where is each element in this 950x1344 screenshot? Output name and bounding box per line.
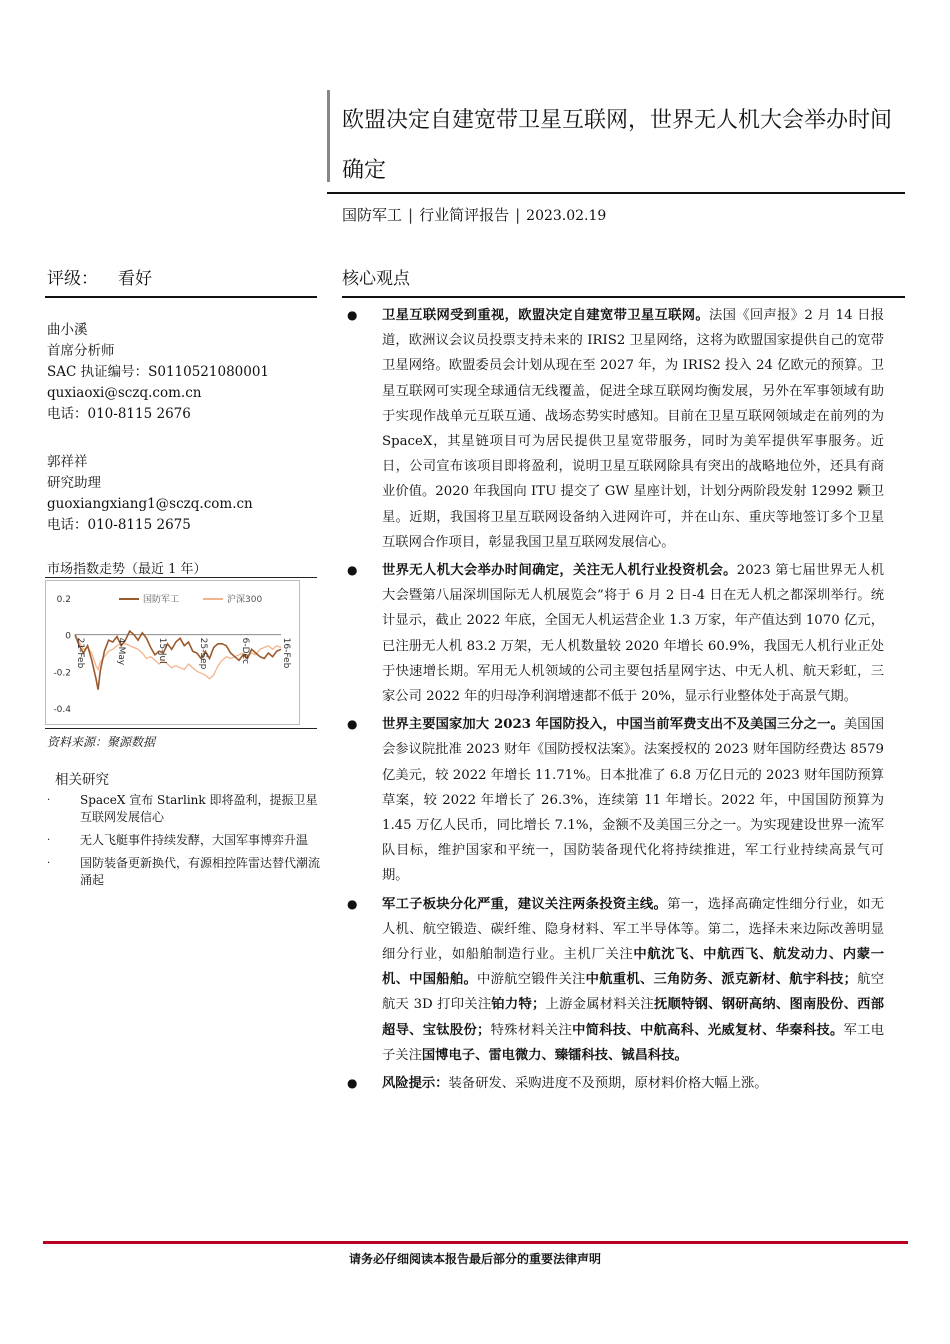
market-index-chart	[45, 580, 317, 726]
related-item[interactable]: · 国防装备更新换代，有源相控阵雷达替代潮流涌起	[47, 856, 321, 887]
core-view-divider	[342, 296, 905, 298]
core-points-list	[342, 303, 884, 1099]
legend-label: 沪深300	[227, 595, 263, 605]
stock-pick: 抚顺特钢、钢研高纳、图南股份、西部超导、宝钛股份；	[382, 997, 885, 1038]
core-point	[342, 1071, 884, 1096]
x-tick-label: 4-May	[115, 637, 126, 666]
analyst-cert: SAC 执证编号：S0110521080001	[47, 364, 270, 380]
core-point-lead: 世界无人机大会举办时间确定，关注无人机行业投资机会。	[382, 563, 737, 579]
bullet-icon: ●	[347, 308, 358, 322]
bullet-dot: ·	[47, 858, 51, 869]
related-item[interactable]: · SpaceX 宣布 Starlink 即将盈利，提振卫星互联网发展信心	[47, 793, 318, 824]
title-divider	[327, 192, 905, 194]
stock-pick-label: 上游金属材料关注	[545, 997, 654, 1013]
analyst-title: 首席分析师	[47, 343, 115, 359]
related-item[interactable]: · 无人飞艇事件持续发酵，大国军事博弈升温	[47, 833, 309, 847]
core-point-stock-picks	[382, 947, 884, 1063]
chart-bottom-divider	[45, 728, 317, 729]
subtitle-sector: 国防军工	[342, 206, 403, 224]
core-point-lead: 世界主要国家加大 2023 年国防投入，中国当前军费支出不及美国三分之一。	[382, 717, 844, 733]
footer-disclaimer: 请务必仔细阅读本报告最后部分的重要法律声明	[348, 1252, 601, 1266]
core-point-lead: 军工子板块分化严重，建议关注两条投资主线。	[382, 896, 668, 912]
x-tick-label: 21-Feb	[75, 637, 85, 669]
rating-label: 评级：	[47, 269, 98, 289]
chart-top-divider	[45, 577, 317, 578]
bullet-dot: ·	[47, 835, 51, 846]
analyst-name: 郭祥祥	[47, 454, 88, 470]
stock-pick-label: 军工电子关注	[382, 1022, 885, 1063]
report-title: 欧盟决定自建宽带卫星互联网，世界无人机大会举办时间确定	[342, 108, 893, 183]
analyst-email[interactable]: guoxiangxiang1@sczq.com.cn	[47, 496, 253, 512]
core-point-lead: 卫星互联网受到重视，欧盟决定自建宽带卫星互联网。	[382, 308, 710, 323]
analyst-email[interactable]: quxiaoxi@sczq.com.cn	[47, 385, 202, 401]
bullet-dot: ·	[47, 795, 51, 806]
title-accent-bar	[327, 90, 330, 182]
core-point	[342, 558, 884, 709]
stock-pick: 中航重机、三角防务、派克新材、航宇科技；	[585, 972, 857, 988]
stock-pick: 国博电子、雷电微力、臻镭科技、铖昌科技。	[421, 1047, 688, 1063]
rating	[47, 264, 152, 289]
analyst-phone: 电话：010-8115 2675	[47, 517, 191, 533]
y-tick-label: 0	[65, 631, 71, 642]
core-view-title: 核心观点	[342, 269, 410, 289]
bullet-icon: ●	[347, 896, 358, 911]
stock-pick: 中简科技、中航高科、光威复材、华秦科技。	[572, 1022, 844, 1038]
report-subtitle: 国防军工 | 行业简评报告 | 2023.02.19	[342, 206, 607, 224]
y-tick-label: -0.4	[53, 705, 71, 715]
rating-value: 看好	[118, 269, 152, 289]
core-point-body: 第一，选择高确定性细分行业，如无人机、航空锻造、碳纤维、隐身材料、军工半导体等。第二，选择未来边际改善明显细分行业，如船舶制造行业。主机厂关注	[382, 896, 885, 963]
rating-divider	[45, 296, 317, 298]
core-point	[342, 892, 884, 1068]
x-tick-label: 15-Jul	[156, 637, 167, 664]
subtitle-date: 2023.02.19	[526, 208, 607, 224]
analyst-card	[47, 320, 269, 425]
analyst-title: 研究助理	[47, 475, 101, 491]
core-point-body: 法国《回声报》2 月 14 日报道，欧洲议会议员投票支持未来的 IRIS2 卫星网络，这将为欧盟国家提供自己的宽带卫星网络。欧盟委员会计划从现在至 2027 年，为 IRIS2 投入 24 亿欧元的预算。卫星互联网可实现全球通信无线覆盖，促进全球互联网均衡发展，另外在军事领域有助于实现作战单元互联互通、战场态势实时感知。目前在卫星互联网领域走在前列的为 SpaceX，其星链项目可为居民提供卫星宽带服务，同时为美军提供军事服务。近日，公司宣布该项目即将盈利，说明卫星互联网除具有突出的战略地位外，还具有商业价值。2020 年我国向 ITU 提交了 GW 星座计划，计划分两阶段发射 12992 颗卫星。近期，我国将卫星互联网设备纳入进网许可，并在山东、重庆等地签订多个卫星互联网合作项目，彰显我国卫星互联网发展信心。	[382, 308, 885, 550]
bullet-icon: ●	[347, 1076, 358, 1091]
x-tick-label: 6-Dec	[240, 637, 251, 665]
stock-pick-label: 特殊材料关注	[490, 1022, 573, 1038]
stock-pick-label: 中游航空锻件关注	[477, 972, 586, 988]
related-research-title: 相关研究	[55, 772, 109, 788]
legend-label: 国防军工	[143, 595, 180, 605]
chart-title: 市场指数走势（最近 1 年）	[47, 562, 207, 577]
stock-pick-label: 航空航天 3D 打印关注	[382, 972, 885, 1013]
bullet-icon: ●	[347, 717, 358, 732]
stock-pick: 中航沈飞、中航西飞、航发动力、内蒙一机、中国船舶。	[382, 947, 885, 988]
x-tick-label: 16-Feb	[281, 637, 291, 669]
core-point-lead: 风险提示：	[382, 1076, 449, 1092]
analyst-phone: 电话：010-8115 2676	[47, 406, 191, 422]
core-point-body: 装备研发、采购进度不及预期，原材料价格大幅上涨。	[448, 1076, 768, 1092]
footer-divider	[43, 1241, 908, 1244]
analyst-card	[47, 452, 253, 536]
bullet-icon: ●	[347, 563, 358, 578]
y-tick-label: 0.2	[56, 595, 71, 605]
core-point	[342, 303, 884, 555]
analyst-name: 曲小溪	[47, 322, 88, 338]
subtitle-type: 行业简评报告	[419, 206, 510, 224]
chart-source: 资料来源：聚源数据	[47, 735, 156, 749]
core-point	[342, 712, 884, 888]
x-tick-label: 25-Sep	[197, 637, 208, 670]
core-point-body: 2023 第七届世界无人机大会暨第八届深圳国际无人机展览会”将于 6 月 2 日-4 日在无人机之都深圳举行。统计显示，截止 2022 年底，全国无人机运营企业 1.3 万家，年产值达到 1070 亿元，已注册无人机 83.2 万架，无人机数量较 2020 年增长 60.9%，我国无人机行业正处于快速增长期。军用无人机领域的公司主要包括星网宇达、中无人机、航天彩虹，三家公司 2022 年的归母净利润增速都不低于 20%，显示行业整体处于高景气期。	[382, 563, 884, 705]
core-point-body: 美国国会参议院批准 2023 财年《国防授权法案》。法案授权的 2023 财年国防经费达 8579 亿美元，较 2022 年增长 11.71%。日本批准了 6.8 万亿日元的 2023 财年国防预算草案，较 2022 年增长了 26.3%，连续第 11 年增长。2022 年，中国国防预算为 1.45 万亿人民币，同比增长 7.1%，金额不及美国三分之一。为实现建设世界一流军队目标，维护国家和平统一，国防装备现代化将持续推进，军工行业持续高景气可期。	[382, 717, 885, 884]
y-tick-label: -0.2	[53, 668, 71, 679]
related-research-list	[45, 792, 320, 895]
stock-pick: 铂力特；	[491, 997, 546, 1013]
